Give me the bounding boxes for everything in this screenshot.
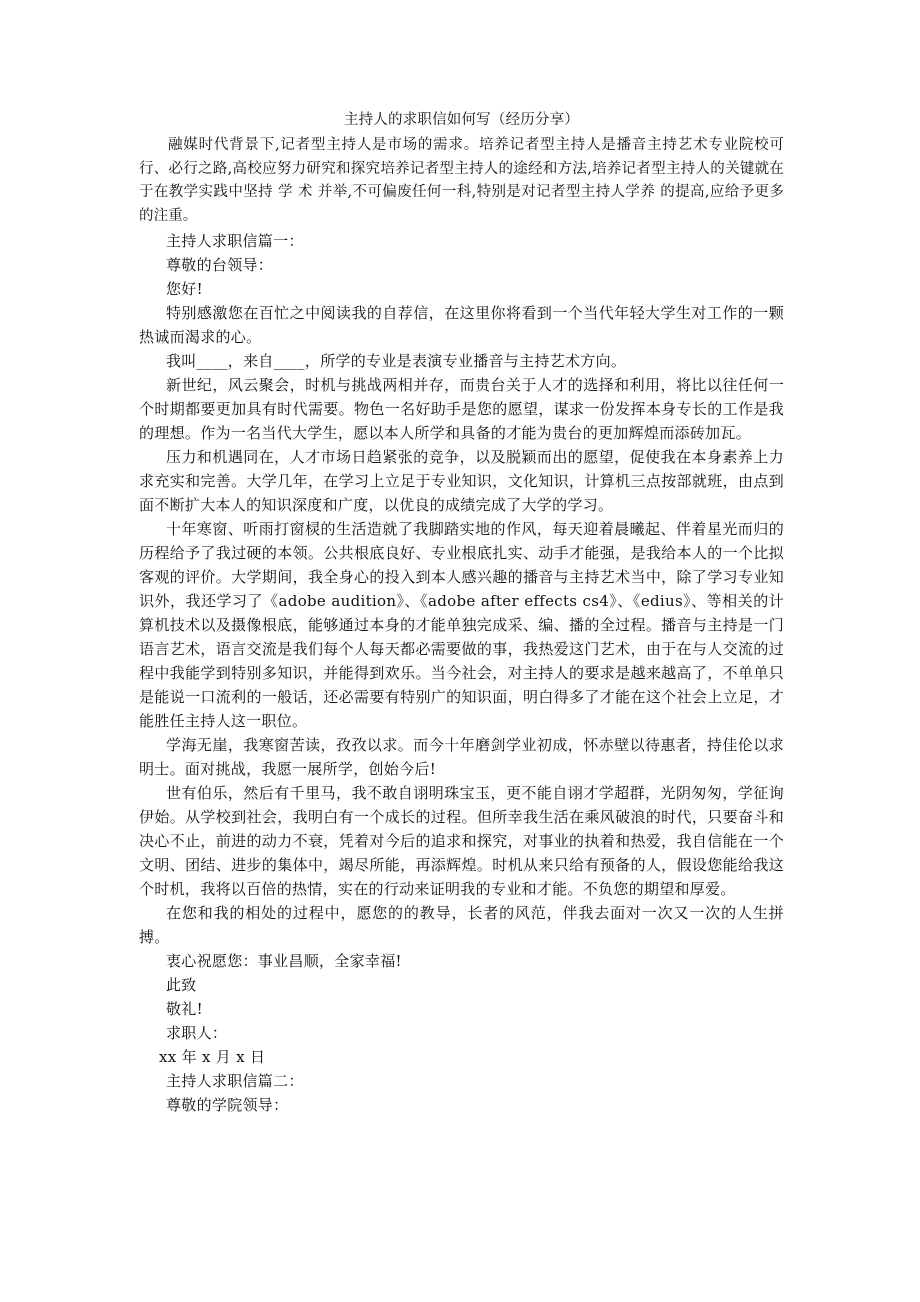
letter2-heading: 主持人求职信篇二： <box>166 1072 304 1090</box>
letter1-paragraph: 我叫____，来自____，所学的专业是表演专业播音与主持艺术方向。 <box>166 352 627 370</box>
letter1-heading: 主持人求职信篇一： <box>166 232 304 250</box>
intro-paragraph: 融媒时代背景下,记者型主持人是市场的需求。培养记者型主持人是播音主持艺术专业院校可行、必行之路,高校应努力研究和探究培养记者型主持人的途经和方法,培养记者型主持人的关键就在于在教学实践中坚持 学 术 并举,不可偏废任何一科,特别是对记者型主持人学养 的提高,应给予更多的注重。 <box>139 137 784 224</box>
letter1-closing-jing-li: 敬礼! <box>166 1000 203 1018</box>
letter1-greeting: 您好! <box>166 280 203 298</box>
letter1-date: xx 年 x 月 x 日 <box>159 1048 266 1066</box>
letter1-paragraph: 在您和我的相处的过程中，愿您的的教导，长者的风范，伴我去面对一次又一次的人生拼搏。 <box>139 904 784 946</box>
letter2-salutation: 尊敬的学院领导： <box>166 1096 289 1114</box>
letter1-paragraph: 压力和机遇同在，人才市场日趋紧张的竞争，以及脱颖而出的愿望，促使我在本身素养上力求充实和完善。大学几年，在学习上立足于专业知识，文化知识，计算机三点按部就班，由点到面不断扩大本人的知识深度和广度，以优良的成绩完成了大学的学习。 <box>139 448 784 514</box>
letter1-closing-ci-zhi: 此致 <box>166 976 197 994</box>
document-title: 主持人的求职信如何写（经历分享） <box>343 112 580 128</box>
letter1-paragraph: 学海无崖，我寒窗苦读，孜孜以求。而今十年磨剑学业初成，怀赤壁以待惠者，持佳伦以求明士。面对挑战，我愿一展所学，创始今后! <box>139 736 784 778</box>
letter1-paragraph: 世有伯乐，然后有千里马，我不敢自诩明珠宝玉，更不能自诩才学超群，光阴匆匆，学征询伊始。从学校到社会，我明白有一个成长的过程。但所幸我生活在乘风破浪的时代，只要奋斗和决心不止，前进的动力不衰，凭着对今后的追求和探究，对事业的执着和热爱，我自信能在一个文明、团结、进步的集体中，竭尽所能，再添辉煌。时机从来只给有预备的人，假设您能给我这个时机，我将以百倍的热情，实在的行动来证明我的专业和才能。不负您的期望和厚爱。 <box>139 784 784 898</box>
letter1-paragraph: 十年寒窗、听雨打窗棂的生活造就了我脚踏实地的作风，每天迎着晨曦起、伴着星光而归的历程给予了我过硬的本领。公共根底良好、专业根底扎实、动手才能强，是我给本人的一个比拟客观的评价。大学期间，我全身心的投入到本人感兴趣的播音与主持艺术当中，除了学习专业知识外，我还学习了《adobe audition》、《adobe after effects cs4》、《edius》、等相关的计算机技术以及摄像根底，能够通过本身的才能单独完成采、编、播的全过程。播音与主持是一门语言艺术，语言交流是我们每个人每天都必需要做的事，我热爱这门艺术，由于在与人交流的过程中我能学到特别多知识，并能得到欢乐。当今社会，对主持人的要求是越来越高了，不单单只是能说一口流利的一般话，还必需要有特别广的知识面，明白得多了才能在这个社会上立足，才能胜任主持人这一职位。 <box>139 520 784 730</box>
letter1-signature: 求职人： <box>166 1024 228 1042</box>
letter1-paragraph: 特别感激您在百忙之中阅读我的自荐信，在这里你将看到一个当代年轻大学生对工作的一颗热诚而渴求的心。 <box>139 304 784 346</box>
letter1-salutation: 尊敬的台领导： <box>166 256 274 274</box>
letter1-wishes: 衷心祝愿您：事业昌顺，全家幸福! <box>166 952 402 970</box>
letter1-paragraph: 新世纪，风云聚会，时机与挑战两相并存，而贵台关于人才的选择和利用，将比以往任何一个时期都要更加具有时代需要。物色一名好助手是您的愿望，谋求一份发挥本身专长的工作是我的理想。作为一名当代大学生，愿以本人所学和具备的才能为贵台的更加辉煌而添砖加瓦。 <box>139 376 784 442</box>
document-page <box>139 108 784 1117</box>
